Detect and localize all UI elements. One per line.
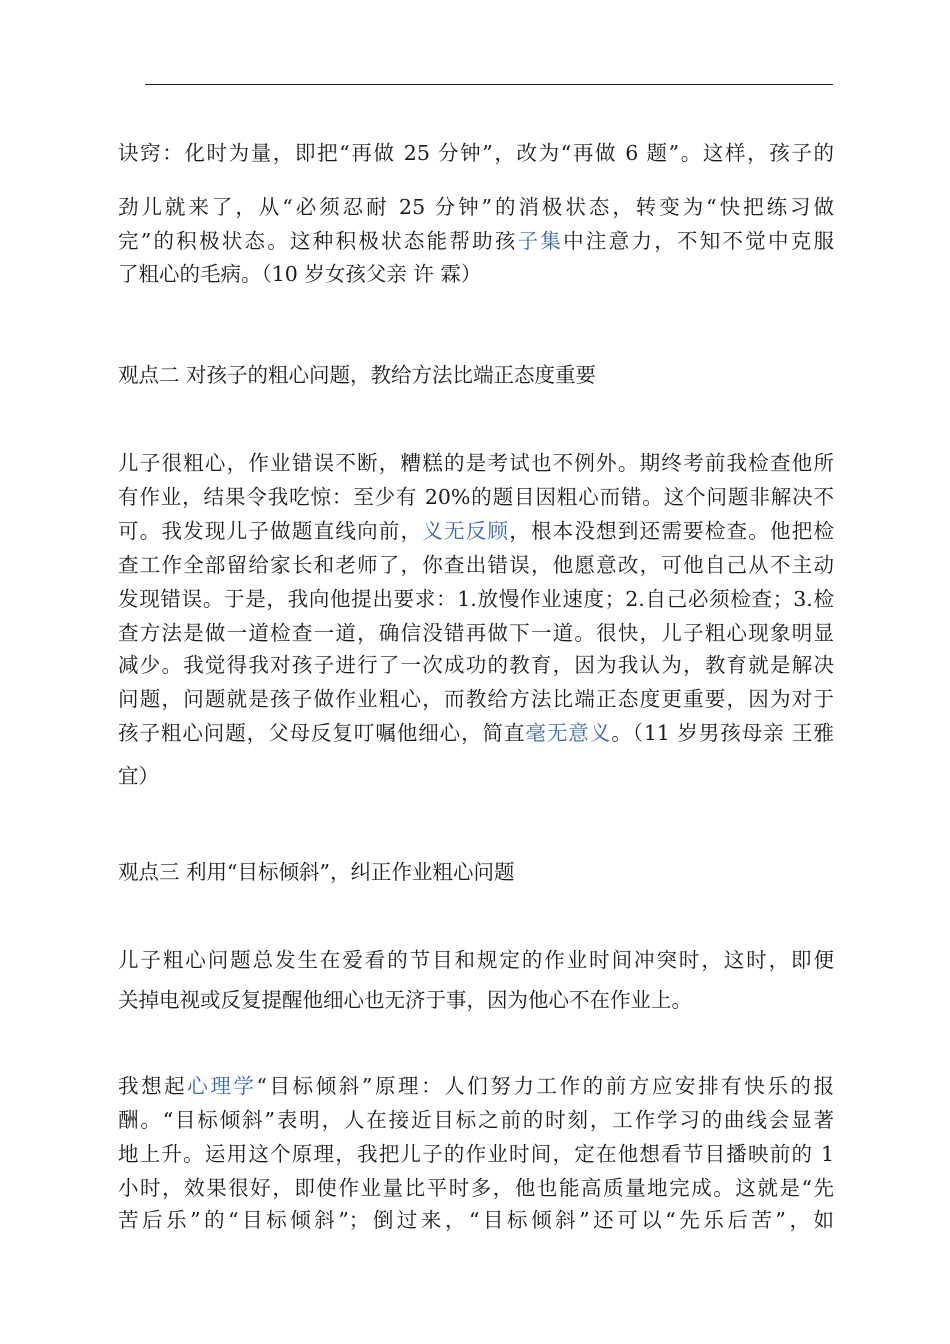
text-line (118, 1206, 834, 1234)
keyword-link[interactable]: 义无反顾 (422, 519, 510, 543)
text-line (118, 193, 834, 221)
text-line (118, 619, 834, 647)
text-run: 完”的积极状态。这种积极状态能帮助孩 (118, 229, 518, 253)
keyword-link[interactable]: 子集 (517, 229, 564, 253)
text-run: 观点三 利用“目标倾斜”，纠正作业粗心问题 (118, 860, 515, 884)
text-line (118, 139, 834, 167)
keyword-link[interactable]: 毫无意义 (525, 721, 612, 745)
text-run: 发现错误。于是，我向他提出要求：1.放慢作业速度；2.自己必须检查；3.检 (118, 587, 834, 611)
text-line (118, 986, 834, 1014)
text-run: “目标倾斜”原理：人们努力工作的前方应安排有快乐的报 (256, 1074, 835, 1098)
text-run: ，根本没想到还需要检查。他把检 (509, 519, 834, 543)
text-line (118, 517, 834, 545)
text-line (118, 651, 834, 679)
text-run: 劲儿就来了，从“必须忍耐 25 分钟”的消极状态，转变为“快把练习做 (118, 195, 834, 219)
text-run: 宜） (118, 764, 159, 788)
text-run: 诀窍：化时为量，即把“再做 25 分钟”，改为“再做 6 题”。这样，孩子的 (118, 141, 834, 165)
text-run: 酬。“目标倾斜”表明，人在接近目标之前的时刻，工作学习的曲线会显著 (118, 1108, 834, 1132)
keyword-link[interactable]: 心理学 (187, 1074, 257, 1098)
text-run: 关掉电视或反复提醒他细心也无济于事，因为他心不在作业上。 (118, 988, 692, 1012)
text-line (118, 719, 834, 747)
text-run: 。（11 岁男孩母亲 王雅 (611, 721, 835, 745)
text-run: 问题，问题就是孩子做作业粗心，而教给方法比端正态度更重要，因为对于 (118, 687, 834, 711)
text-run: 孩子粗心问题，父母反复叮嘱他细心，简直 (118, 721, 526, 745)
text-run: 查方法是做一道检查一道，确信没错再做下一道。很快，儿子粗心现象明显 (118, 621, 834, 645)
text-run: 儿子很粗心，作业错误不断，糟糕的是考试也不例外。期终考前我检查他所 (118, 451, 834, 475)
text-run: 中注意力，不知不觉中克服 (563, 229, 835, 253)
text-line (118, 449, 834, 477)
text-line (118, 1106, 834, 1134)
text-line (118, 685, 834, 713)
text-run: 儿子粗心问题总发生在爱看的节目和规定的作业时间冲突时，这时，即便 (118, 948, 834, 972)
text-run: 我想起 (118, 1074, 188, 1098)
text-line (118, 1072, 834, 1100)
text-line (118, 762, 834, 790)
text-run: 查工作全部留给家长和老师了，你查出错误，他愿意改，可他自己从不主动 (118, 553, 834, 577)
text-line (118, 1174, 834, 1202)
text-run: 苦后乐”的“目标倾斜”；倒过来，“目标倾斜”还可以“先乐后苦”，如 (118, 1208, 834, 1232)
text-line (118, 585, 834, 613)
text-run: 有作业，结果令我吃惊：至少有 20%的题目因粗心而错。这个问题非解决不 (118, 485, 834, 509)
text-line (118, 858, 834, 886)
text-line (118, 361, 834, 389)
text-line (118, 483, 834, 511)
text-line (118, 551, 834, 579)
text-line (118, 260, 834, 288)
text-run: 观点二 对孩子的粗心问题，教给方法比端正态度重要 (118, 363, 597, 387)
text-line (118, 227, 834, 255)
text-run: 了粗心的毛病。（10 岁女孩父亲 许 霖） (118, 262, 482, 286)
text-run: 地上升。运用这个原理，我把儿子的作业时间，定在他想看节目播映前的 1 (118, 1142, 834, 1166)
text-line (118, 1140, 834, 1168)
text-run: 可。我发现儿子做题直线向前， (118, 519, 423, 543)
text-line (118, 946, 834, 974)
text-run: 减少。我觉得我对孩子进行了一次成功的教育，因为我认为，教育就是解决 (118, 653, 834, 677)
header-rule (145, 84, 833, 85)
text-run: 小时，效果很好，即使作业量比平时多，他也能高质量地完成。这就是“先 (118, 1176, 834, 1200)
